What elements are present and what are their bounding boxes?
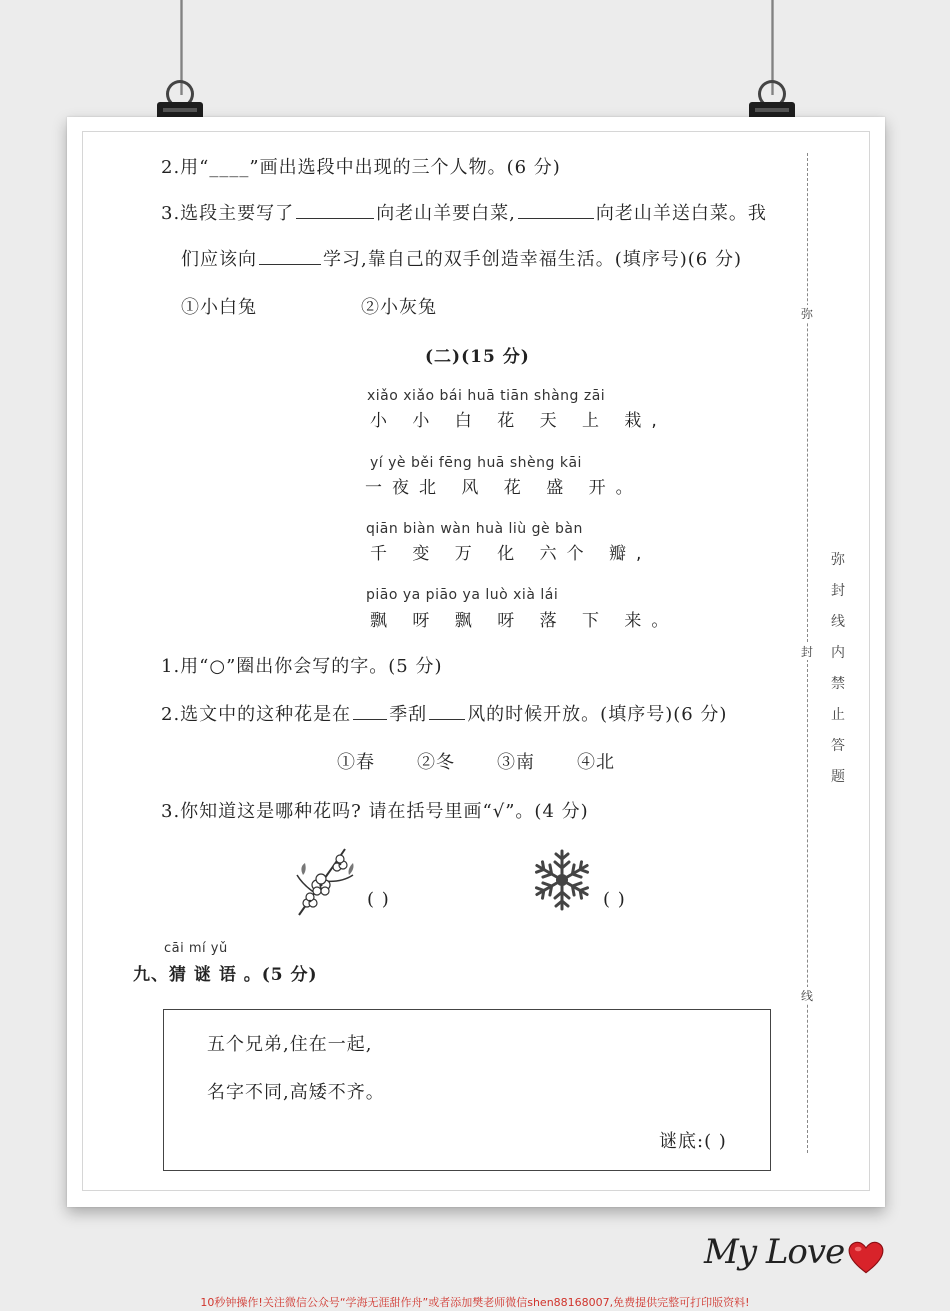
poem-question-2 (161, 700, 727, 726)
poem-question-2-text-c: 风的时候开放。(填序号)(6 分) (467, 704, 728, 725)
riddle-line-2: 名字不同,高矮不齐。 (207, 1082, 385, 1103)
season-option-3: ③南 (497, 752, 535, 773)
answer-blank[interactable] (353, 702, 387, 720)
vertical-note-char: 答 (831, 738, 845, 754)
section-9-pinyin: cāi mí yǔ (164, 941, 228, 956)
poem-line-2: 一夜北 风 花 盛 开。 (365, 478, 643, 498)
riddle-line-1: 五个兄弟,住在一起, (207, 1034, 373, 1055)
question-3-text-d: 们应该向 (181, 249, 257, 270)
question-3-text-a: 3.选段主要写了 (161, 203, 295, 224)
poem-pinyin-2: yí yè běi fēng huā shèng kāi (370, 455, 582, 471)
section-2-title: (二)(15 分) (425, 347, 530, 367)
vertical-note-char: 题 (831, 769, 845, 785)
answer-blank[interactable] (518, 201, 594, 219)
season-option-2: ②冬 (417, 752, 455, 773)
question-3-text-c: 向老山羊送白菜。我 (595, 203, 767, 224)
question-3-text-e: 学习,靠自己的双手创造幸福生活。(填序号)(6 分) (323, 249, 742, 270)
vertical-note-char: 止 (831, 707, 845, 723)
vertical-note-no-answering (829, 545, 847, 793)
question-3-line1 (161, 199, 767, 225)
season-option-1: ①春 (337, 752, 375, 773)
binding-mark-3: 线 (801, 989, 814, 1003)
question-3-line2 (181, 245, 742, 271)
signature-text: My Love (704, 1232, 845, 1272)
answer-blank[interactable] (296, 201, 374, 219)
footer-notice: 10秒钟操作!关注微信公众号“学海无涯甜作舟”或者添加樊老师微信shen88168007,免费提供完整可打印版资料! (200, 1296, 750, 1309)
vertical-note-char: 禁 (831, 676, 845, 692)
vertical-note-char: 弥 (831, 552, 845, 568)
binding-mark-2: 封 (801, 645, 814, 659)
plum-blossom-icon (293, 845, 357, 917)
poem-line-1: 小 小 白 花 天 上 栽, (370, 411, 667, 431)
option-rabbit-2: ②小灰兔 (361, 297, 437, 318)
snowflake-icon (531, 847, 593, 913)
poem-question-1: 1.用“○”圈出你会写的字。(5 分) (161, 656, 443, 677)
vertical-note-char: 内 (831, 645, 845, 661)
poem-pinyin-4: piāo ya piāo ya luò xià lái (366, 587, 559, 603)
option-rabbit-1: ①小白兔 (181, 297, 257, 318)
worksheet-paper (67, 117, 885, 1207)
vertical-note-char: 线 (831, 614, 845, 630)
section-9-title: 九、猜 谜 语 。(5 分) (133, 965, 318, 985)
answer-blank[interactable] (259, 247, 321, 265)
question-2-select-people: 2.用“____”画出选段中出现的三个人物。(6 分) (161, 157, 561, 178)
binding-mark-1: 弥 (801, 307, 814, 321)
poem-question-2-text-b: 季刮 (389, 704, 428, 725)
poem-pinyin-3: qiān biàn wàn huà liù gè bàn (366, 521, 583, 537)
poem-line-3: 千 变 万 化 六个 瓣, (370, 544, 652, 564)
flower-answer-parens[interactable]: ( ) (367, 889, 390, 910)
vertical-note-char: 封 (831, 583, 845, 599)
question-3-text-b: 向老山羊要白菜, (376, 203, 516, 224)
answer-blank[interactable] (429, 702, 465, 720)
poem-question-2-text-a: 2.选文中的这种花是在 (161, 704, 352, 725)
snowflake-answer-parens[interactable]: ( ) (603, 889, 626, 910)
poem-pinyin-1: xiǎo xiǎo bái huā tiān shàng zāi (367, 388, 606, 404)
riddle-answer[interactable]: 谜底:( ) (659, 1131, 727, 1152)
season-option-4: ④北 (577, 752, 615, 773)
poem-line-4: 飘 呀 飘 呀 落 下 来。 (370, 611, 679, 631)
poem-question-3: 3.你知道这是哪种花吗? 请在括号里画“√”。(4 分) (161, 801, 589, 822)
heart-icon (848, 1240, 884, 1276)
